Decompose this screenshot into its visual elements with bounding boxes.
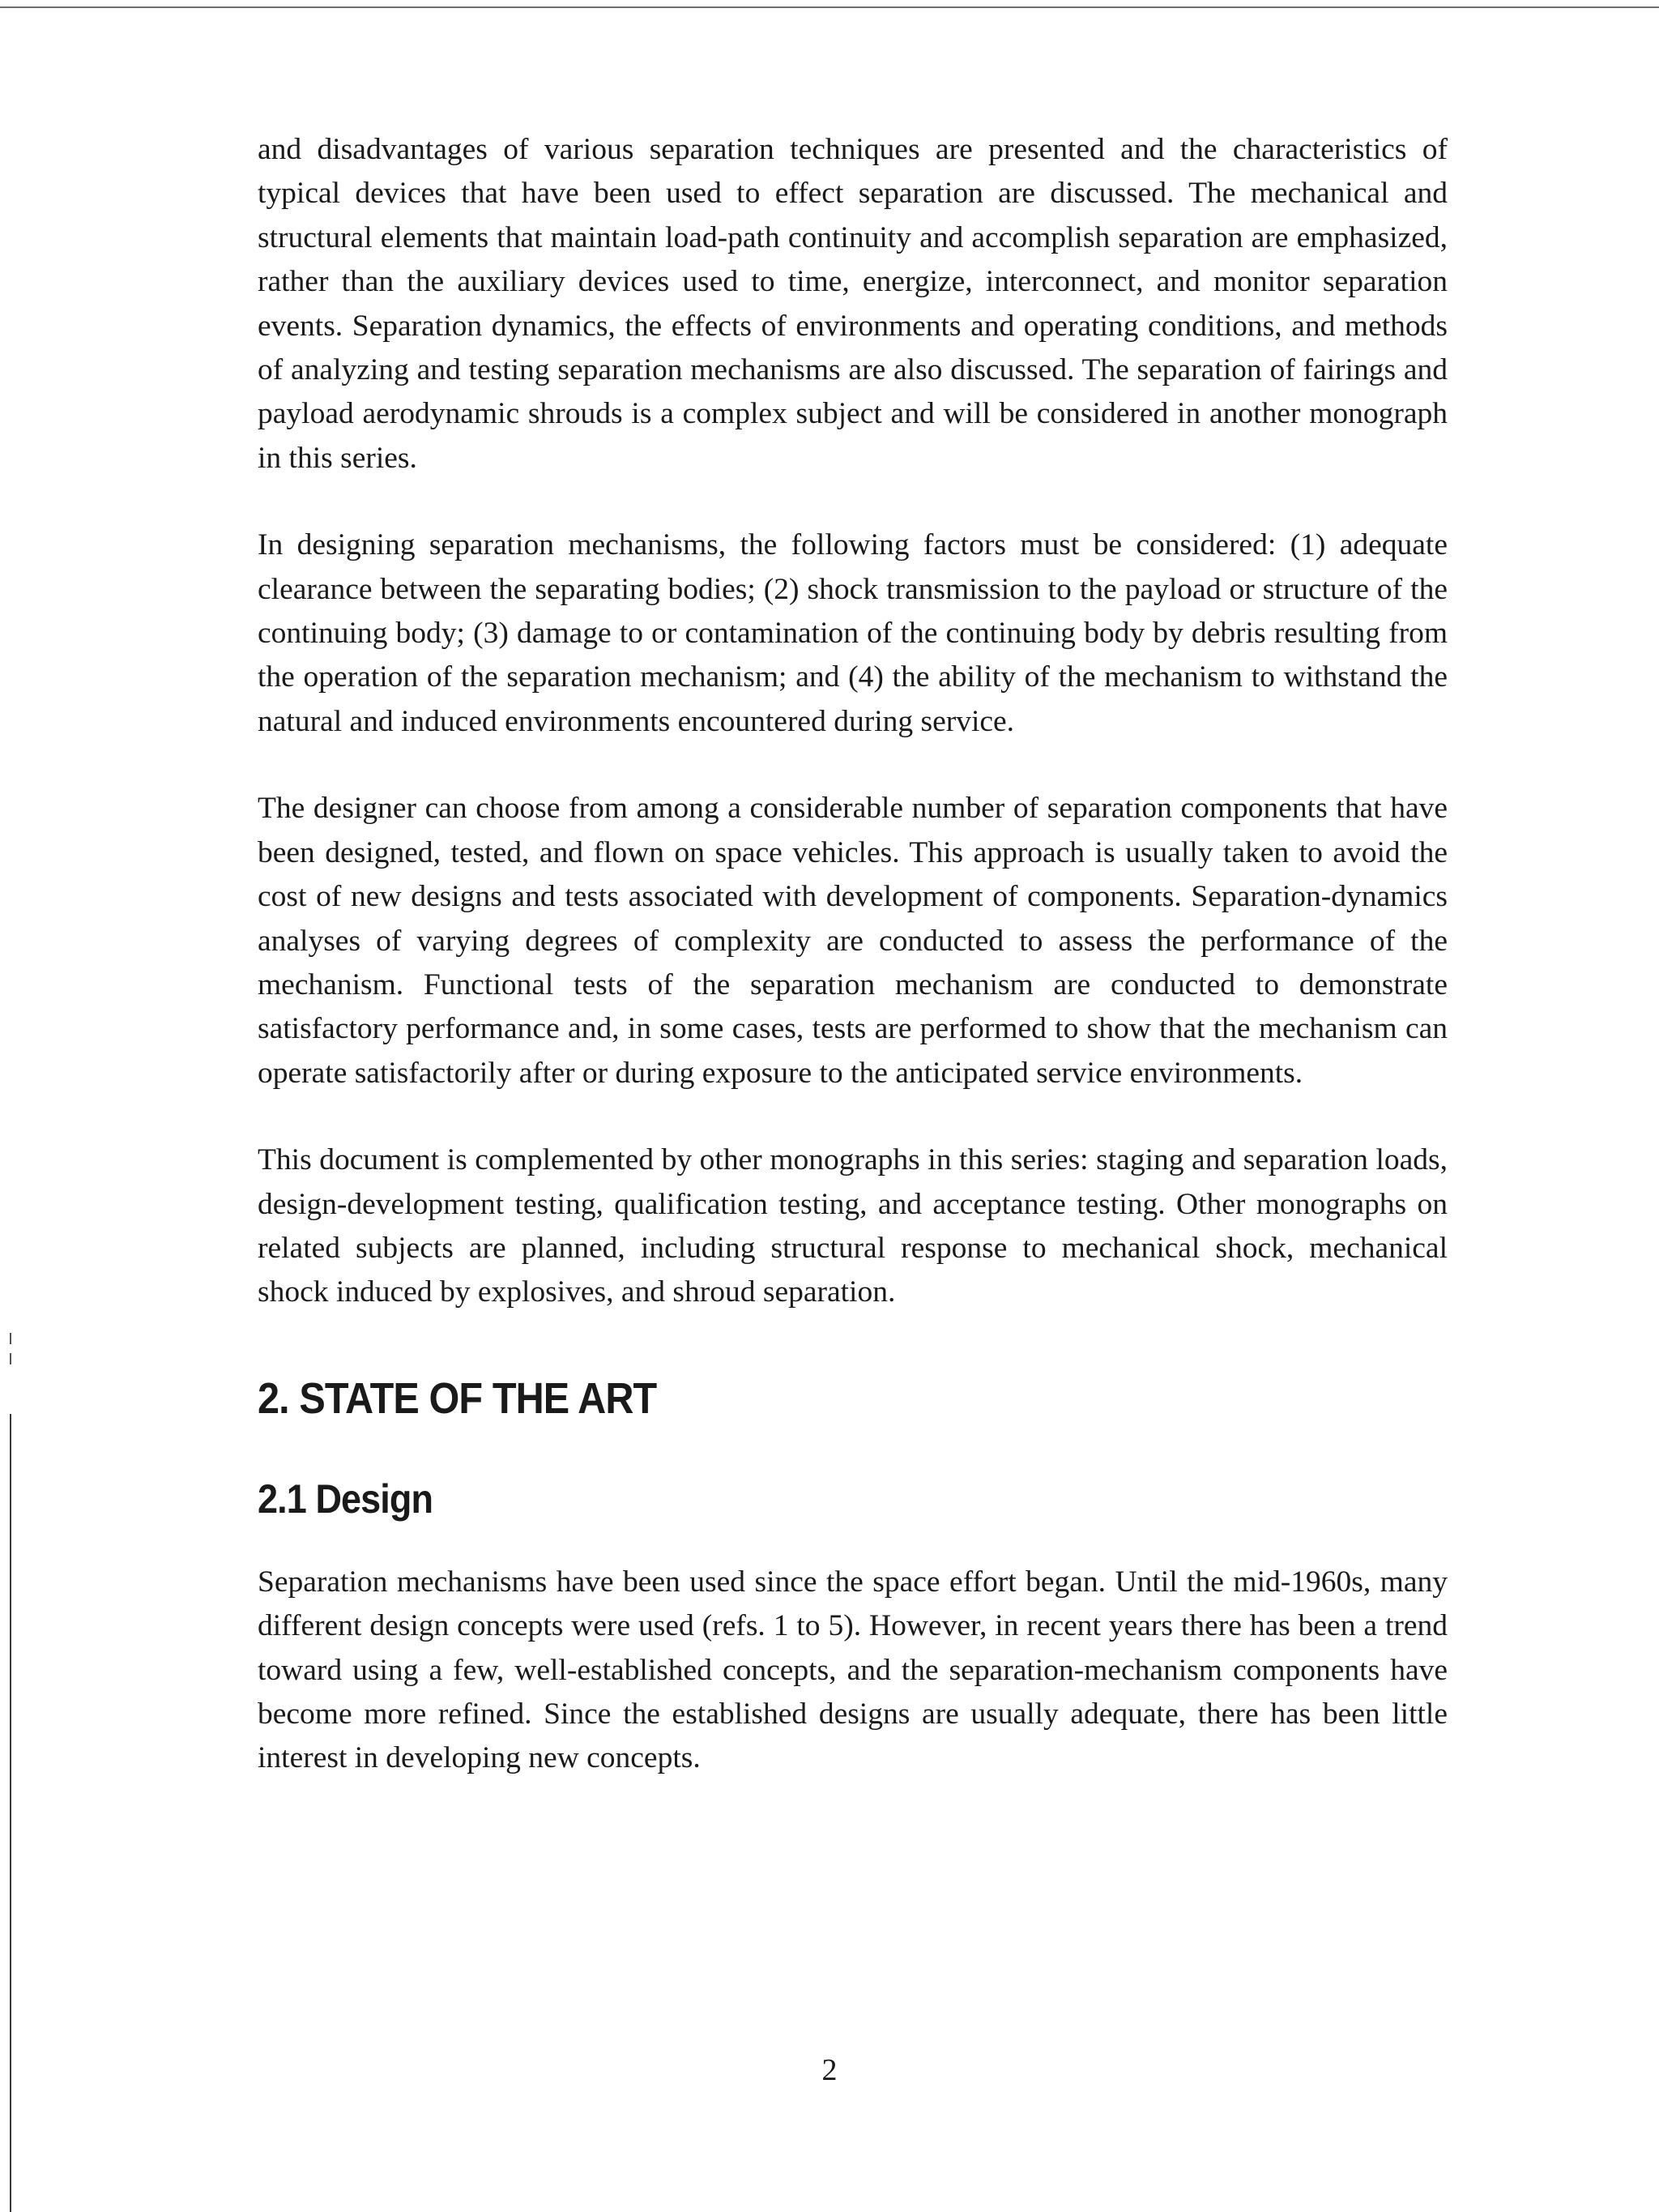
scan-mark: [10, 1333, 11, 1344]
paragraph-design-factors: In designing separation mechanisms, the following factors must be considered: (1) adequate clearance between the separating bodies; (2) shock transmission to the payload or structure of the continuing body; (3) damage to or contamination of the continuing body by debris resulting from the operation of the separation mechanism; and (4) the ability of the mechanism to withstand the natural and induced environments encountered during service.: [258, 528, 1448, 738]
subsection-heading: 2.1 Design: [258, 1475, 433, 1522]
scan-mark: [10, 1353, 11, 1364]
top-scan-edge: [0, 6, 1659, 8]
page-number: 2: [821, 2053, 838, 2087]
section-heading: 2. STATE OF THE ART: [258, 1373, 657, 1423]
page-body: [258, 128, 1448, 1824]
left-scan-edge: [10, 1414, 11, 2212]
paragraph-design-history: Separation mechanisms have been used since the space effort began. Until the mid-1960s, many different design concepts were used (refs. 1 to 5). However, in recent years there has been a trend toward using a few, well-established concepts, and the separation-mechanism components have become more refined. Since the established designs are usually adequate, there has been little interest in developing new concepts.: [258, 1565, 1448, 1775]
paragraph-separation-techniques: and disadvantages of various separation techniques are presented and the characteristics of typical devices that have been used to effect separation are discussed. The mechanical and structural elements that maintain load-path continuity and accomplish separation are emphasized, rather than the auxiliary devices used to time, energize, interconnect, and monitor separation events. Separation dynamics, the effects of environments and operating conditions, and methods of analyzing and testing separation mechanisms are also discussed. The separation of fairings and payload aerodynamic shrouds is a complex subject and will be considered in another monograph in this series.: [258, 133, 1448, 475]
paragraph-component-selection: The designer can choose from among a considerable number of separation components that have been designed, tested, and flown on space vehicles. This approach is usually taken to avoid the cost of new designs and tests associated with development of components. Separation-dynamics analyses of varying degrees of complexity are conducted to assess the performance of the mechanism. Functional tests of the separation mechanism are conducted to demonstrate satisfactory performance and, in some cases, tests are performed to show that the mechanism can operate satisfactorily after or during exposure to the anticipated service environments.: [258, 792, 1448, 1090]
paragraph-related-monographs: This document is complemented by other monographs in this series: staging and separation loads, design-development testing, qualification testing, and acceptance testing. Other monographs on related subjects are planned, including structural response to mechanical shock, mechanical shock induced by explosives, and shroud separation.: [258, 1143, 1448, 1309]
